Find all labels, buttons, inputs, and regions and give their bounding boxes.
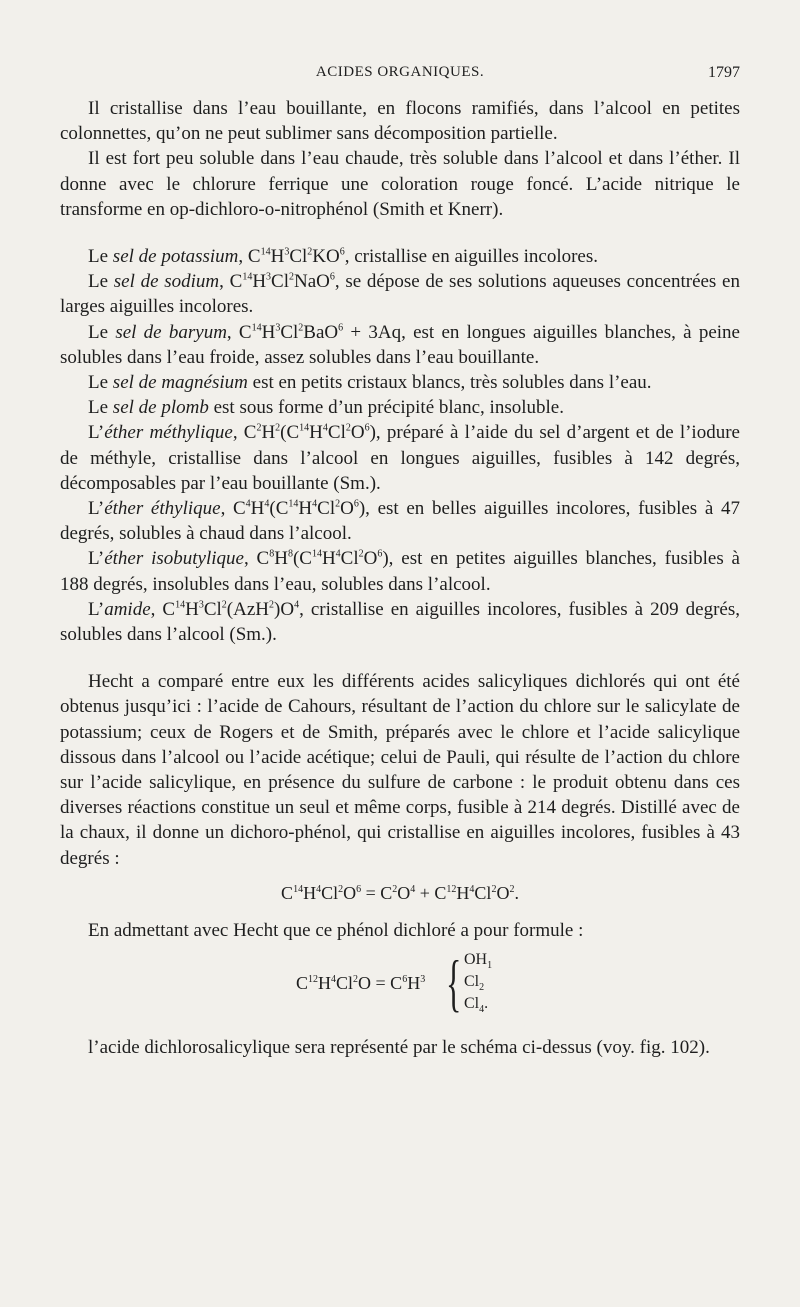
paragraph-sodium-salt: Le sel de sodium, $C^{14}H^3Cl^2NaO^6$, se dépose de ses solutions aqueuses concentrées en larges aiguilles incolores. bbox=[60, 271, 740, 318]
term: éther éthylique bbox=[104, 498, 221, 520]
paragraph: Il est fort peu soluble dans l’eau chaude, très soluble dans l’alcool et dans l’éther. Il donne avec le chlorure ferrique une coloration rouge foncé. L’acide nitrique le transforme en op-dichloro-o-nitrophénol (Smith et Knerr). bbox=[60, 148, 740, 220]
running-title: ACIDES ORGANIQUES. bbox=[315, 64, 485, 80]
term: sel de potassium bbox=[112, 246, 239, 268]
equation-phenol-formula bbox=[60, 949, 740, 1025]
term: éther méthylique bbox=[104, 422, 233, 444]
paragraph-isobutyl-ether: L’éther isobutylique, $C^8H^8(C^{14}H^4Cl^2O^6)$, est en petites aiguilles blanches, fusibles à 188 degrés, insolubles dans l’eau, solubles dans l’alcool. bbox=[60, 548, 740, 595]
term: sel de baryum bbox=[115, 321, 227, 343]
paragraph-lead-salt: Le sel de plomb est sous forme d’un précipité blanc, insoluble. bbox=[88, 397, 564, 419]
paragraph-hecht: Hecht a comparé entre eux les différents acides salicyliques dichlorés qui ont été obtenus jusqu’ici : l’acide de Cahours, résultant de l’action du chlore sur le salicylate de potassium; ceux de Rogers et de Smith, préparés avec le chlore et l’acide salicylique dissous dans l’alcool ou l’acide acétique; celui de Pauli, qui résulte de l’action du chlore sur l’acide salicylique, en présence du sulfure de carbone : le produit obtenu dans ces diverses réactions constitue un seul et même corps, fusible à 214 degrés. Distillé avec de la chaux, il donne un dichoro-phénol, qui cristallise en aiguilles incolores, fusibles à 43 degrés : bbox=[60, 671, 740, 869]
paragraph-phenol-formula-intro: En admettant avec Hecht que ce phénol dichloré a pour formule : bbox=[88, 919, 584, 941]
page-number: 1797 bbox=[708, 64, 740, 81]
paragraph-potassium-salt: Le sel de potassium, $C^{14}H^3Cl^2KO^6$, cristallise en aiguilles incolores. bbox=[88, 246, 598, 268]
body-text bbox=[60, 96, 740, 1060]
paragraph-methyl-ether: L’éther méthylique, $C^2H^2(C^{14}H^4Cl^2O^6)$, préparé à l’aide du sel d’argent et de l’iodure de méthyle, cristallise dans l’alcool en longues aiguilles, fusibles à 142 degrés, décomposables par l’eau bouillante (Sm.). bbox=[60, 422, 740, 494]
term: sel de magnésium bbox=[112, 372, 248, 394]
term: éther isobutylique bbox=[104, 548, 244, 570]
paragraph-conclusion: l’acide dichlorosalicylique sera représenté par le schéma ci-dessus (voy. fig. 102). bbox=[88, 1037, 710, 1059]
paragraph-ethyl-ether: L’éther éthylique, $C^4H^4(C^{14}H^4Cl^2O^6)$, est en belles aiguilles incolores, fusibles à 47 degrés, solubles à chaud dans l’alcool. bbox=[60, 498, 740, 545]
substituent-chlorine: $Cl_2$ bbox=[464, 973, 485, 994]
formula-substituents bbox=[464, 949, 492, 1015]
curly-brace: { bbox=[446, 947, 462, 1019]
substituent-hydroxyl: $OH_1$ bbox=[464, 951, 493, 972]
equation-decomposition: $C^{14}H^4Cl^2O^6 = C^2O^4 + C^{12}H^4Cl^2O^2$. bbox=[281, 882, 519, 903]
paragraph-barium-salt: Le sel de baryum, $C^{14}H^3Cl^2BaO^6 + 3Aq$, est en longues aiguilles blanches, à peine solubles dans l’eau froide, assez solubles dans l’eau bouillante. bbox=[60, 321, 740, 368]
term: amide bbox=[104, 598, 151, 620]
page-header bbox=[60, 64, 740, 88]
paragraph-amide: L’amide, $C^{14}H^3Cl^2(AzH^2)O^4$, cristallise en aiguilles incolores, fusibles à 209 degrés, solubles dans l’alcool (Sm.). bbox=[60, 598, 740, 646]
substituent-chlorine: $Cl_4$. bbox=[464, 995, 489, 1016]
term: sel de plomb bbox=[112, 397, 209, 419]
formula-left-side: $C^{12}H^4Cl^2O = C^6H^3$ bbox=[296, 973, 426, 994]
paragraph: Il cristallise dans l’eau bouillante, en flocons ramifiés, dans l’alcool en petites colonnettes, qu’on ne peut sublimer sans décomposition partielle. bbox=[60, 98, 740, 145]
paragraph-magnesium-salt: Le sel de magnésium est en petits cristaux blancs, très solubles dans l’eau. bbox=[88, 372, 652, 394]
term: sel de sodium bbox=[113, 271, 220, 293]
